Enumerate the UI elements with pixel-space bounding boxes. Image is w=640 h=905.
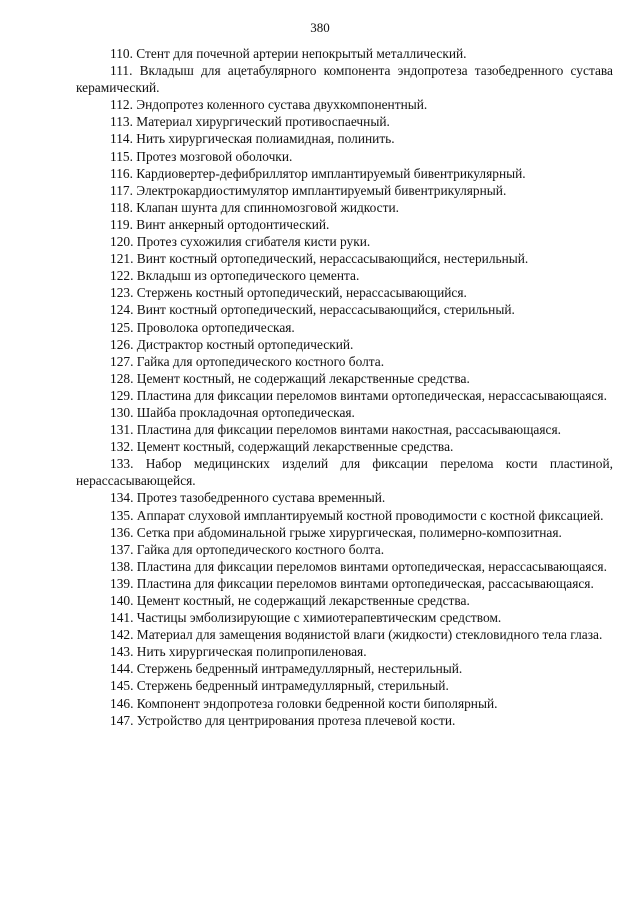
list-item: 121. Винт костный ортопедический, нерассасывающийся, нестерильный.	[110, 251, 529, 267]
list-item: 119. Винт анкерный ортодонтический.	[110, 216, 330, 232]
list-item: 140. Цемент костный, не содержащий лекарственные средства.	[110, 593, 470, 608]
list-item: 146. Компонент эндопротеза головки бедренной кости биполярный.	[110, 695, 498, 711]
list-item: 112. Эндопротез коленного сустава двухкомпонентный.	[110, 97, 428, 113]
list-item: 135. Аппарат слуховой имплантируемый костной проводимости с костной фиксацией.	[110, 507, 604, 523]
list-item: 127. Гайка для ортопедического костного болта.	[110, 353, 385, 369]
list-item: 145. Стержень бедренный интрамедуллярный, стерильный.	[110, 678, 449, 694]
list-item: 113. Материал хирургический противоспаечный.	[110, 114, 390, 130]
list-item: 138. Пластина для фиксации переломов винтами ортопедическая, нерассасывающаяся.	[110, 558, 607, 574]
item-list	[76, 45, 613, 729]
list-item: 118. Клапан шунта для спинномозговой жидкости.	[110, 199, 399, 215]
page-number: 380	[310, 20, 330, 35]
list-item: 130. Шайба прокладочная ортопедическая.	[110, 404, 355, 420]
list-item: 132. Цемент костный, содержащий лекарственные средства.	[110, 439, 454, 455]
list-item: 120. Протез сухожилия сгибателя кисти руки.	[110, 234, 371, 250]
list-item: 139. Пластина для фиксации переломов винтами ортопедическая, рассасывающаяся.	[110, 575, 594, 591]
list-item: 147. Устройство для центрирования протеза плечевой кости.	[110, 712, 456, 728]
list-item: 143. Нить хирургическая полипропиленовая.	[110, 644, 367, 660]
list-item: 110. Стент для почечной артерии непокрытый металлический.	[110, 46, 467, 61]
list-item: 136. Сетка при абдоминальной грыже хирургическая, полимерно-композитная.	[110, 524, 562, 540]
list-item: 114. Нить хирургическая полиамидная, полинить.	[110, 131, 395, 147]
list-item: 133. Набор медицинских изделий для фиксации перелома кости пластиной, нерассасывающейся.	[76, 456, 613, 489]
list-item: 131. Пластина для фиксации переломов винтами накостная, рассасывающаяся.	[110, 422, 561, 438]
list-item: 116. Кардиовертер-дефибриллятор имплантируемый бивентрикулярный.	[110, 165, 526, 181]
list-item: 111. Вкладыш для ацетабулярного компонента эндопротеза тазобедренного сустава керамический.	[76, 63, 613, 96]
list-item: 115. Протез мозговой оболочки.	[110, 148, 293, 164]
list-item: 123. Стержень костный ортопедический, нерассасывающийся.	[110, 285, 467, 301]
list-item: 124. Винт костный ортопедический, нерассасывающийся, стерильный.	[110, 302, 515, 318]
list-item: 117. Электрокардиостимулятор имплантируемый бивентрикулярный.	[110, 182, 507, 198]
list-item: 122. Вкладыш из ортопедического цемента.	[110, 268, 360, 284]
list-item: 125. Проволока ортопедическая.	[110, 319, 295, 335]
list-item: 137. Гайка для ортопедического костного болта.	[110, 541, 385, 557]
list-item: 144. Стержень бедренный интрамедуллярный, нестерильный.	[110, 661, 463, 677]
list-item: 141. Частицы эмболизирующие с химиотерапевтическим средством.	[110, 610, 502, 626]
list-item: 129. Пластина для фиксации переломов винтами ортопедическая, нерассасывающаяся.	[110, 387, 607, 403]
list-item: 128. Цемент костный, не содержащий лекарственные средства.	[110, 370, 470, 386]
list-item: 126. Дистрактор костный ортопедический.	[110, 336, 354, 352]
list-item: 134. Протез тазобедренного сустава временный.	[110, 490, 386, 506]
list-item: 142. Материал для замещения водянистой влаги (жидкости) стекловидного тела глаза.	[110, 627, 603, 643]
